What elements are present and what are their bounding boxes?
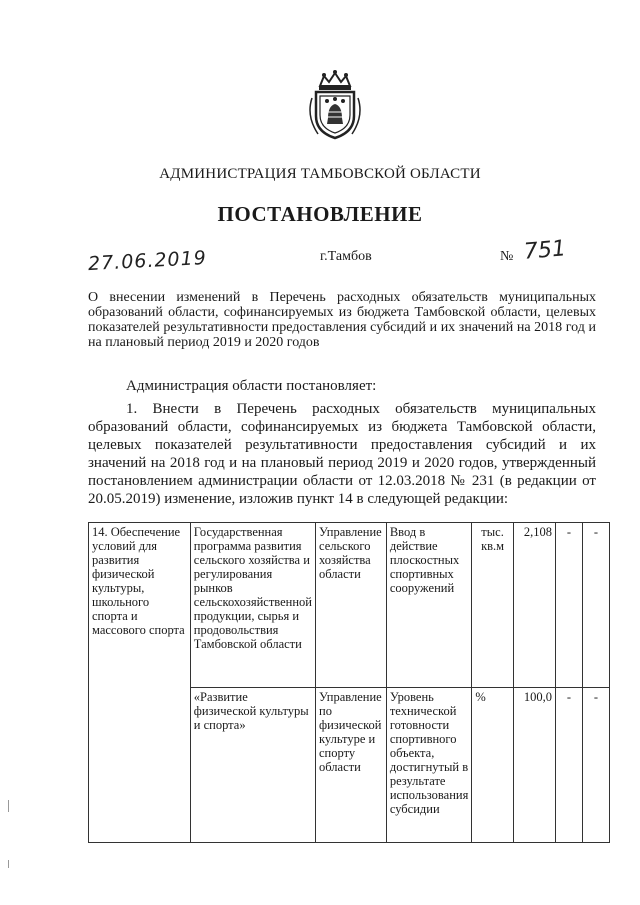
- document-subject: О внесении изменений в Перечень расходных обязательств муниципальных образований области, софинансируемых из бюджета Тамбовской области, целевых показателей результативности предоставления субсидий и их значений на 2018 год и на плановый период 2019 и 2020 годов: [88, 290, 596, 350]
- unit-cell: %: [472, 688, 514, 843]
- program-cell: «Развитие физической культуры и спорта»: [190, 688, 315, 843]
- city-name: г.Тамбов: [320, 249, 372, 264]
- value-2018-cell: 100,0: [513, 688, 555, 843]
- item-1-paragraph: 1. Внести в Перечень расходных обязательств муниципальных образований области, софинансируемых из бюджета Тамбовской области, целевых показателей результативности предоставления субсидий и их значений на 2018 год и на плановый период 2019 и 2020 годов, утвержденный постановлением администрации области от 12.03.2018 № 231 (в редакции от 20.05.2019) изменение, изложив пункт 14 в следующей редакции:: [88, 401, 596, 507]
- organization-name: АДМИНИСТРАЦИЯ ТАМБОВСКОЙ ОБЛАСТИ: [159, 166, 481, 182]
- document-type-title: ПОСТАНОВЛЕНИЕ: [217, 202, 423, 226]
- scan-edge-mark: [8, 860, 9, 868]
- scan-edge-mark: [8, 800, 9, 812]
- value-2020-cell: -: [582, 523, 609, 688]
- handwritten-date: 27.06.2019: [87, 246, 208, 276]
- table-row: [89, 523, 610, 688]
- value-2020-cell: -: [582, 688, 609, 843]
- indicator-cell: Уровень технической готовности спортивного объекта, достигнутый в результате использования субсидии: [386, 688, 471, 843]
- program-cell: Государственная программа развития сельского хозяйства и регулирования рынков сельскохозяйственной продукции, сырья и продовольствия Тамбовской области: [190, 523, 315, 688]
- preamble-paragraph: Администрация области постановляет:: [126, 378, 377, 394]
- number-label: №: [500, 249, 514, 264]
- handwritten-document-number: 751: [522, 236, 568, 265]
- value-2019-cell: -: [555, 688, 582, 843]
- indicator-cell: Ввод в действие плоскостных спортивных сооружений: [386, 523, 471, 688]
- agency-cell: Управление сельского хозяйства области: [316, 523, 387, 688]
- value-2018-cell: 2,108: [513, 523, 555, 688]
- item-title-cell: 14. Обеспечение условий для развития физической культуры, школьного спорта и массового спорта: [89, 523, 191, 843]
- value-2019-cell: -: [555, 523, 582, 688]
- obligations-table: [88, 522, 610, 843]
- unit-cell: тыс. кв.м: [472, 523, 514, 688]
- tambov-coat-of-arms-icon: [298, 68, 372, 142]
- agency-cell: Управление по физической культуре и спорту области: [316, 688, 387, 843]
